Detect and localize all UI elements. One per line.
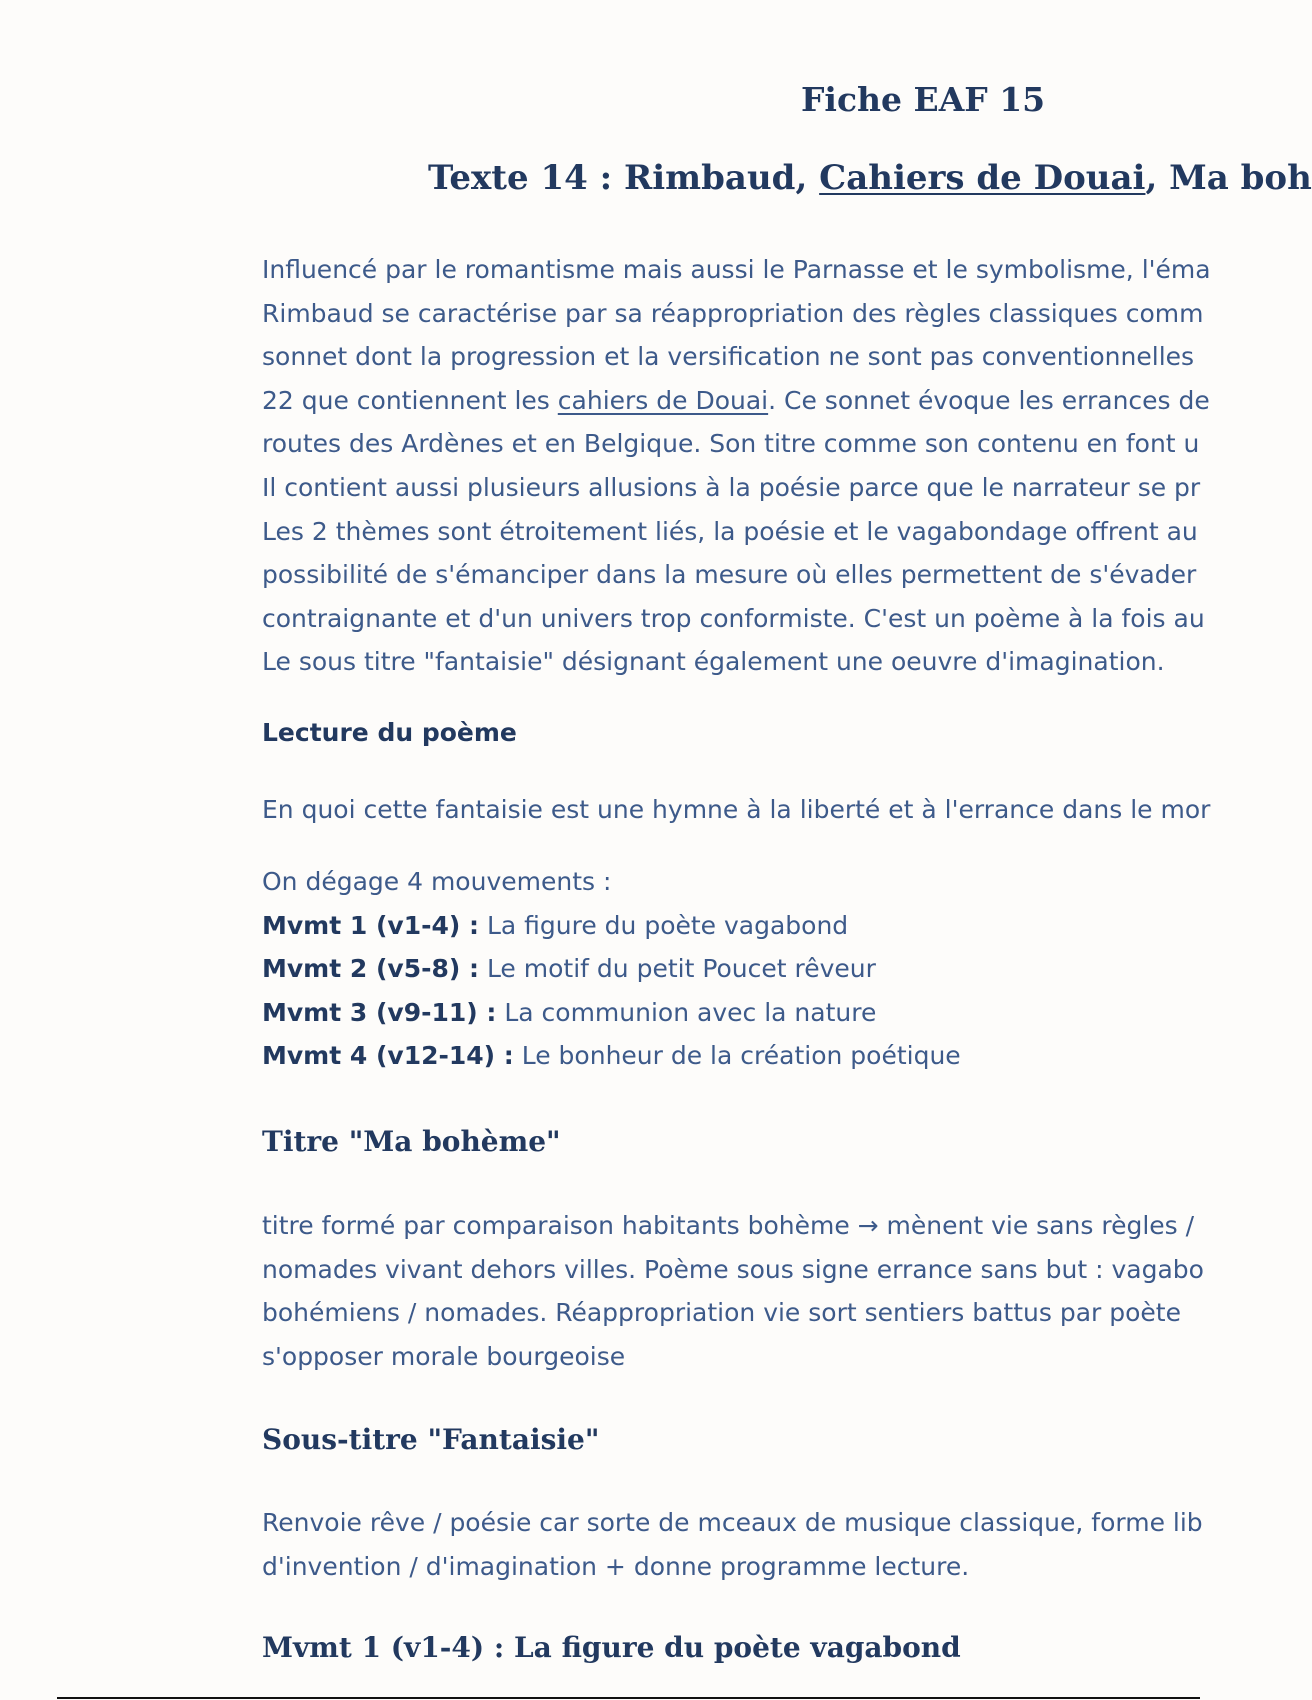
intro-line — [262, 379, 1262, 423]
movement-text: Le bonheur de la création poétique — [513, 1041, 961, 1071]
subtitle-section-heading: Sous-titre "Fantaisie" — [262, 1423, 600, 1456]
intro-line: Rimbaud se caractérise par sa réappropriation des règles classiques comm — [262, 298, 1204, 328]
intro-line: Les 2 thèmes sont étroitement liés, la poésie et le vagabondage offrent au — [262, 516, 1198, 546]
intro-line: routes des Ardènes et en Belgique. Son titre comme son contenu en font u — [262, 429, 1200, 459]
movement1-heading: Mvmt 1 (v1-4) : La figure du poète vagabond — [262, 1631, 961, 1664]
subtitle-prefix: Texte 14 : Rimbaud, — [428, 158, 820, 198]
intro-line: Le sous titre "fantaisie" désignant également une oeuvre d'imagination. — [262, 647, 1165, 677]
title-section-line: nomades vivant dehors villes. Poème sous signe errance sans but : vagabo — [262, 1254, 1204, 1284]
intro-line-post: . Ce sonnet évoque les errances de — [768, 385, 1210, 415]
movement-item — [262, 947, 1262, 991]
movement-item — [262, 1034, 1262, 1078]
subtitle-suffix: , Ma boh — [1145, 158, 1312, 198]
intro-line: Il contient aussi plusieurs allusions à la poésie parce que le narrateur se pr — [262, 472, 1201, 502]
movements-list — [262, 860, 1262, 1078]
subtitle-section-line: d'invention / d'imagination + donne programme lecture. — [262, 1551, 970, 1581]
movement-label: Mvmt 3 (v9-11) : — [262, 997, 497, 1027]
intro-line-pre: 22 que contiennent les — [262, 385, 558, 415]
intro-paragraph — [262, 248, 1262, 684]
reading-heading: Lecture du poème — [262, 718, 517, 747]
title-section-line: s'opposer morale bourgeoise — [262, 1341, 626, 1371]
problematic-question — [262, 788, 1262, 832]
title-section-line: titre formé par comparaison habitants bohème → mènent vie sans règles / — [262, 1211, 1195, 1240]
movement-text: La communion avec la nature — [496, 997, 877, 1027]
subtitle-section-line: Renvoie rêve / poésie car sorte de mceaux de musique classique, forme lib — [262, 1508, 1203, 1537]
intro-line: possibilité de s'émanciper dans la mesure où elles permettent de s'évader — [262, 560, 1197, 590]
subtitle-work-title: Cahiers de Douai — [819, 158, 1146, 198]
movement-item — [262, 904, 1262, 948]
page-title: Fiche EAF 15 — [801, 80, 1046, 119]
intro-line: Influencé par le romantisme mais aussi le Parnasse et le symbolisme, l'éma — [262, 255, 1211, 284]
movements-intro: On dégage 4 mouvements : — [262, 867, 612, 896]
page-subtitle — [428, 158, 1312, 198]
movement-text: La figure du poète vagabond — [479, 910, 849, 940]
movement-label: Mvmt 1 (v1-4) : — [262, 910, 479, 940]
movement-text: Le motif du petit Poucet rêveur — [479, 954, 876, 984]
movement-item — [262, 991, 1262, 1035]
question-line: En quoi cette fantaisie est une hymne à la liberté et à l'errance dans le mor — [262, 795, 1211, 824]
subtitle-section-paragraph — [262, 1501, 1262, 1588]
page-bottom-rule — [57, 1697, 1200, 1699]
title-section-heading: Titre "Ma bohème" — [262, 1125, 561, 1158]
movement-label: Mvmt 4 (v12-14) : — [262, 1041, 514, 1071]
cahiers-de-douai-link[interactable]: cahiers de Douai — [557, 385, 769, 415]
movement-label: Mvmt 2 (v5-8) : — [262, 954, 479, 984]
title-section-line: bohémiens / nomades. Réappropriation vie sort sentiers battus par poète — [262, 1298, 1181, 1328]
intro-line: contraignante et d'un univers trop conformiste. C'est un poème à la fois au — [262, 603, 1205, 633]
title-section-paragraph — [262, 1204, 1262, 1378]
intro-line: sonnet dont la progression et la versification ne sont pas conventionnelles — [262, 342, 1195, 372]
